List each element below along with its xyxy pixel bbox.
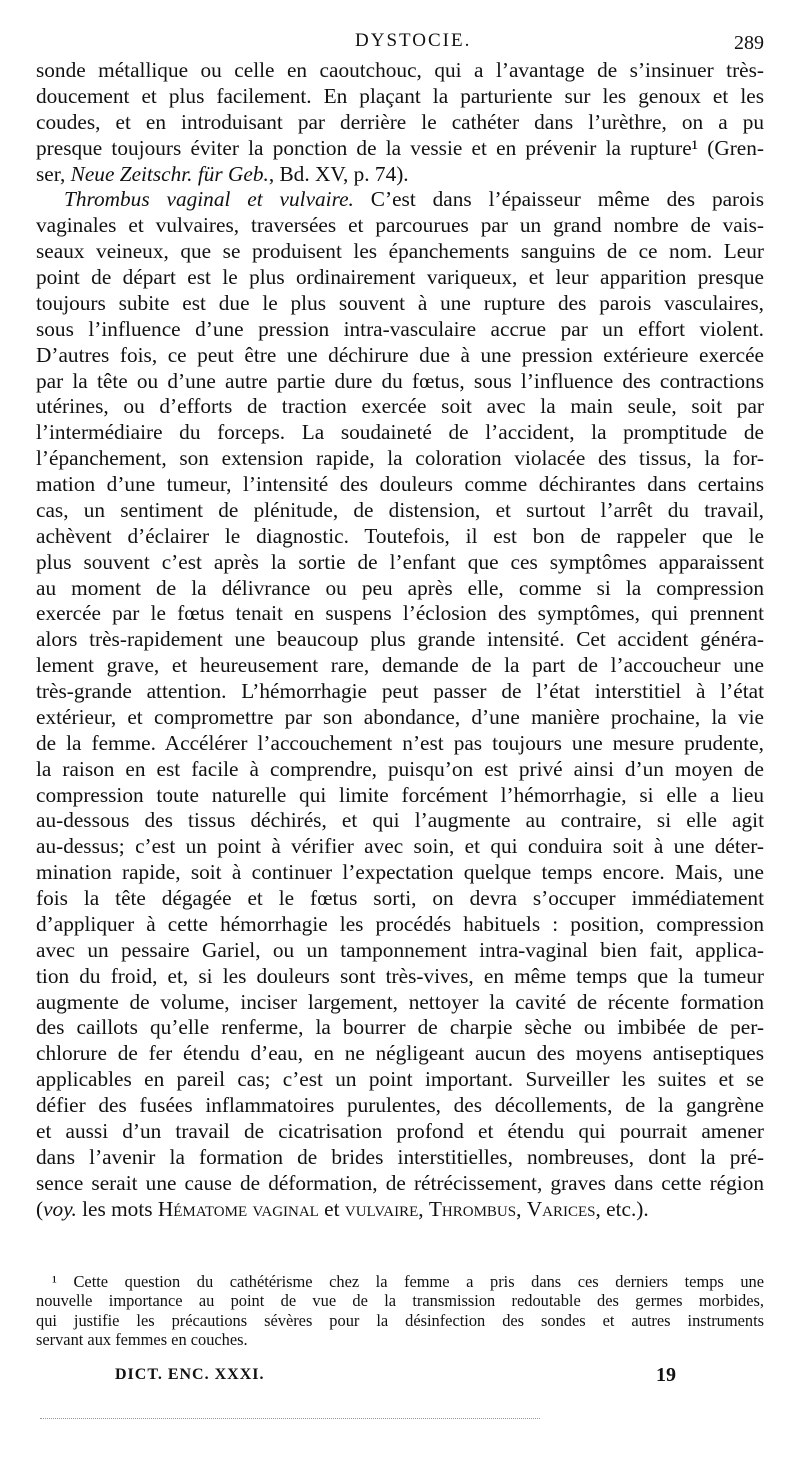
footnote-line: servant aux femmes en couches. [36, 1329, 248, 1349]
text-line [36, 162, 764, 188]
text-line: au moment de la délivrance ou peu après elle, comme si la compression [36, 575, 764, 600]
text-run: ser, [36, 161, 71, 186]
bottom-rule [40, 1418, 540, 1419]
text-line: défier des fusées inflammatoires purulentes, des décollements, de la gangrène [36, 1093, 764, 1117]
footnote-line: ¹ Cette question du cathétérisme chez la femme a pris dans ces derniers temps une [52, 1272, 764, 1291]
text-line: utérines, ou d’efforts de traction exercée soit avec la main seule, soit par [36, 394, 764, 419]
section-heading: Thrombus vaginal et vulvaire. [64, 187, 354, 212]
text-line: la raison en est facile à comprendre, puisqu’on est privé ainsi d’un moyen de [36, 756, 764, 781]
text-line: sonde métallique ou celle en caoutchouc, qui a l’avantage de s’insinuer très- [36, 58, 764, 82]
running-title: DYSTOCIE. [355, 30, 472, 51]
text-line: compression toute naturelle qui limite forcément l’hémorrhagie, si elle a lieu [36, 782, 764, 807]
text-line [36, 1197, 764, 1223]
text-line: toujours subite est due le plus souvent à une rupture des parois vasculaires, [36, 290, 764, 315]
text-line: sence serait une cause de déformation, de rétrécissement, graves dans cette région [36, 1170, 764, 1195]
text-line: seaux veineux, que se produisent les épanchements sanguins de ce nom. Leur [36, 239, 764, 264]
page-number: 289 [734, 32, 764, 54]
text-line: dans l’avenir la formation de brides interstitielles, nombreuses, dont la pré- [36, 1144, 764, 1169]
text-line: des caillots qu’elle renferme, la bourrer de charpie sèche ou imbibée de per- [36, 1015, 764, 1040]
text-line [36, 187, 764, 213]
cross-reference: Varices [526, 1196, 596, 1221]
text-line: lement grave, et heureusement rare, demande de la part de l’accoucheur une [36, 653, 764, 678]
running-head [0, 30, 800, 58]
signature-number: 19 [656, 1364, 676, 1386]
text-line: exercée par le fœtus tenait en suspens l’éclosion des symptômes, qui prennent [36, 601, 764, 626]
text-line: vaginales et vulvaires, traversées et parcourues par un grand nombre de vais- [36, 213, 764, 238]
printer-signature [0, 1366, 800, 1390]
text-line: D’autres fois, ce peut être une déchirure due à une pression extérieure exercée [36, 342, 764, 367]
text-line: sous l’influence d’une pression intra-vasculaire accrue par un effort violent. [36, 316, 764, 341]
journal-title: Neue Zeitschr. für Geb. [70, 161, 269, 186]
body-text [36, 58, 764, 1222]
text-line: chlorure de fer étendu d’eau, en ne négligeant aucun des moyens antiseptiques [36, 1041, 764, 1066]
text-run: , Bd. XV, p. 74). [268, 161, 409, 186]
text-line: coudes, et en introduisant par derrière le cathéter dans l’urèthre, on a pu [36, 109, 764, 134]
cross-reference: vulvaire [344, 1196, 419, 1221]
text-line: au-dessus; c’est un point à vérifier avec soin, et qui conduira soit à une déter- [36, 834, 764, 859]
text-run-italic: voy. [43, 1196, 77, 1221]
text-line: cas, un sentiment de plénitude, de distension, et surtout l’arrêt du travail, [36, 497, 764, 522]
text-line: l’épanchement, son extension rapide, la coloration violacée des tissus, la for- [36, 446, 764, 471]
text-run: C’est dans l’épaisseur même des parois [353, 187, 764, 212]
cross-reference: Thrombus [428, 1196, 517, 1221]
text-run: ( [36, 1196, 44, 1221]
text-run: , [516, 1196, 527, 1221]
text-line: d’appliquer à cette hémorrhagie les procédés habituels : position, compression [36, 911, 764, 936]
text-line: plus souvent c’est après la sortie de l’enfant que ces symptômes apparaissent [36, 549, 764, 574]
text-line: presque toujours éviter la ponction de la vessie et en prévenir la rupture¹ (Gren- [36, 135, 764, 160]
text-line: tion du froid, et, si les douleurs sont très-vives, en même temps que la tumeur [36, 963, 764, 988]
text-line: très-grande attention. L’hémorrhagie peut passer de l’état interstitiel à l’état [36, 679, 764, 703]
text-line: l’intermédiaire du forceps. La soudaineté de l’accident, la promptitude de [36, 420, 764, 445]
text-line: par la tête ou d’une autre partie dure du fœtus, sous l’influence des contractions [36, 368, 764, 393]
text-run: , [418, 1196, 429, 1221]
cross-reference: Hématome vaginal [157, 1196, 319, 1221]
text-line: doucement et plus facilement. En plaçant la parturiente sur les genoux et les [36, 83, 764, 108]
text-line: mation d’une tumeur, l’intensité des douleurs comme déchirantes dans certains [36, 472, 764, 496]
text-line: et aussi d’un travail de cicatrisation profond et étendu qui pourrait amener [36, 1118, 764, 1143]
footnote-line: qui justifie les précautions sévères pour la désinfection des sondes et autres instruments [36, 1310, 764, 1330]
text-line: alors très-rapidement une beaucoup plus grande intensité. Cet accident généra- [36, 627, 764, 652]
text-run: et [318, 1196, 345, 1221]
text-line: applicables en pareil cas; c’est un point important. Surveiller les suites et se [36, 1067, 764, 1092]
text-line: fois la tête dégagée et le fœtus sorti, on devra s’occuper immédiatement [36, 886, 764, 910]
text-line: avec un pessaire Gariel, ou un tamponnement intra-vaginal bien fait, applica- [36, 937, 764, 962]
text-run: , etc.). [595, 1196, 649, 1221]
text-line: point de départ est le plus ordinairement variqueux, et leur apparition presque [36, 265, 764, 289]
text-line: mination rapide, soit à continuer l’expectation quelque temps encore. Mais, une [36, 860, 764, 885]
text-run: les mots [76, 1196, 158, 1221]
footnote [36, 1272, 764, 1349]
text-line: au-dessous des tissus déchirés, et qui l’augmente au contraire, si elle agit [36, 808, 764, 833]
footnote-line: nouvelle importance au point de vue de la transmission redoutable des germes morbides, [36, 1291, 764, 1311]
text-line: augmente de volume, inciser largement, nettoyer la cavité de récente formation [36, 989, 764, 1014]
signature-text: DICT. ENC. XXXI. [115, 1366, 265, 1383]
text-line: achèvent d’éclairer le diagnostic. Toutefois, il est bon de rappeler que le [36, 523, 764, 548]
text-line: extérieur, et compromettre par son abondance, d’une manière prochaine, la vie [36, 704, 764, 729]
text-line: de la femme. Accélérer l’accouchement n’est pas toujours une mesure prudente, [36, 730, 764, 755]
